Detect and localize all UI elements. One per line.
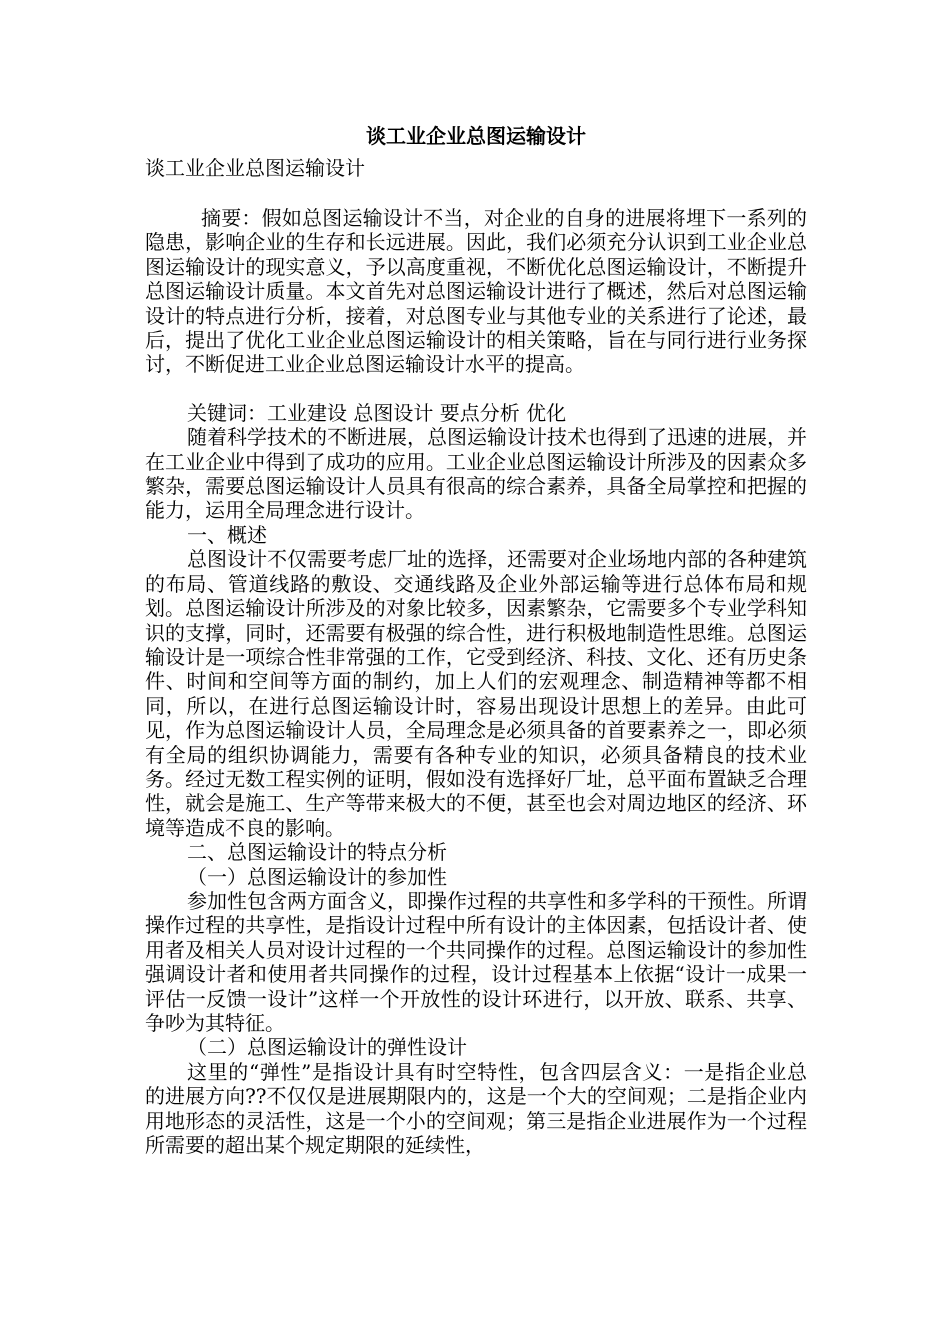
blank-line xyxy=(145,182,807,206)
section-2-1-paragraph: 参加性包含两方面含义，即操作过程的共享性和多学科的干预性。所谓操作过程的共享性，是指设计过程中所有设计的主体因素，包括设计者、使用者及相关人员对设计过程的一个共同操作的过程。总图运输设计的参加性强调设计者和使用者共同操作的过程，设计过程基本上依据“设计一成果一评估一反馈一设计”这样一个开放性的设计环进行，以开放、联系、共享、争吵为其特征。 xyxy=(145,888,807,1035)
section-2-2-heading: （二）总图运输设计的弹性设计 xyxy=(187,1035,467,1060)
document-subtitle: 谈工业企业总图运输设计 xyxy=(145,156,365,180)
blank-line xyxy=(145,377,807,401)
document-title: 谈工业企业总图运输设计 xyxy=(366,124,586,148)
document-body xyxy=(145,118,807,1157)
keywords-line: 关键词：工业建设 总图设计 要点分析 优化 xyxy=(187,400,567,425)
section-2-2-paragraph: 这里的“弹性”是指设计具有时空特性，包含四层含义：一是指企业总的进展方向??不仅仅是进展期限内的，这是一个大的空间观；二是指企业内用地形态的灵活性，这是一个小的空间观；第三是指企业进展作为一个过程所需要的超出某个规定期限的延续性， xyxy=(145,1059,807,1158)
section-1-heading: 一、概述 xyxy=(187,522,267,547)
section-2-heading: 二、总图运输设计的特点分析 xyxy=(187,840,447,865)
intro-paragraph: 随着科学技术的不断进展，总图运输设计技术也得到了迅速的进展，并在工业企业中得到了成功的应用。工业企业总图运输设计所涉及的因素众多繁杂，需要总图运输设计人员具有很高的综合素养，具备全局掌控和把握的能力，运用全局理念进行设计。 xyxy=(145,425,807,523)
section-1-paragraph: 总图设计不仅需要考虑厂址的选择，还需要对企业场地内部的各种建筑的布局、管道线路的敷设、交通线路及企业外部运输等进行总体布局和规划。总图运输设计所涉及的对象比较多，因素繁杂，它需要多个专业学科知识的支撑，同时，还需要有极强的综合性，进行积极地制造性思维。总图运输设计是一项综合性非常强的工作，它受到经济、科技、文化、还有历史条件、时间和空间等方面的制约，加上人们的宏观理念、制造精神等都不相同，所以，在进行总图运输设计时，容易出现设计思想上的差异。由此可见，作为总图运输设计人员，全局理念是必须具备的首要素养之一，即必须有全局的组织协调能力，需要有各种专业的知识，必须具备精良的技术业务。经过无数工程实例的证明，假如没有选择好厂址，总平面布置缺乏合理性，就会是施工、生产等带来极大的不便，甚至也会对周边地区的经济、环境等造成不良的影响。 xyxy=(145,547,807,840)
abstract-paragraph: 摘要：假如总图运输设计不当，对企业的自身的进展将埋下一系列的隐患，影响企业的生存和长远进展。因此，我们必须充分认识到工业企业总图运输设计的现实意义，予以高度重视，不断优化总图运输设计，不断提升总图运输设计质量。本文首先对总图运输设计进行了概述，然后对总图运输设计的特点进行分析，接着，对总图专业与其他专业的关系进行了论述，最后，提出了优化工业企业总图运输设计的相关策略，旨在与同行进行业务探讨，不断促进工业企业总图运输设计水平的提高。 xyxy=(145,206,807,377)
section-2-1-heading: （一）总图运输设计的参加性 xyxy=(187,864,447,889)
